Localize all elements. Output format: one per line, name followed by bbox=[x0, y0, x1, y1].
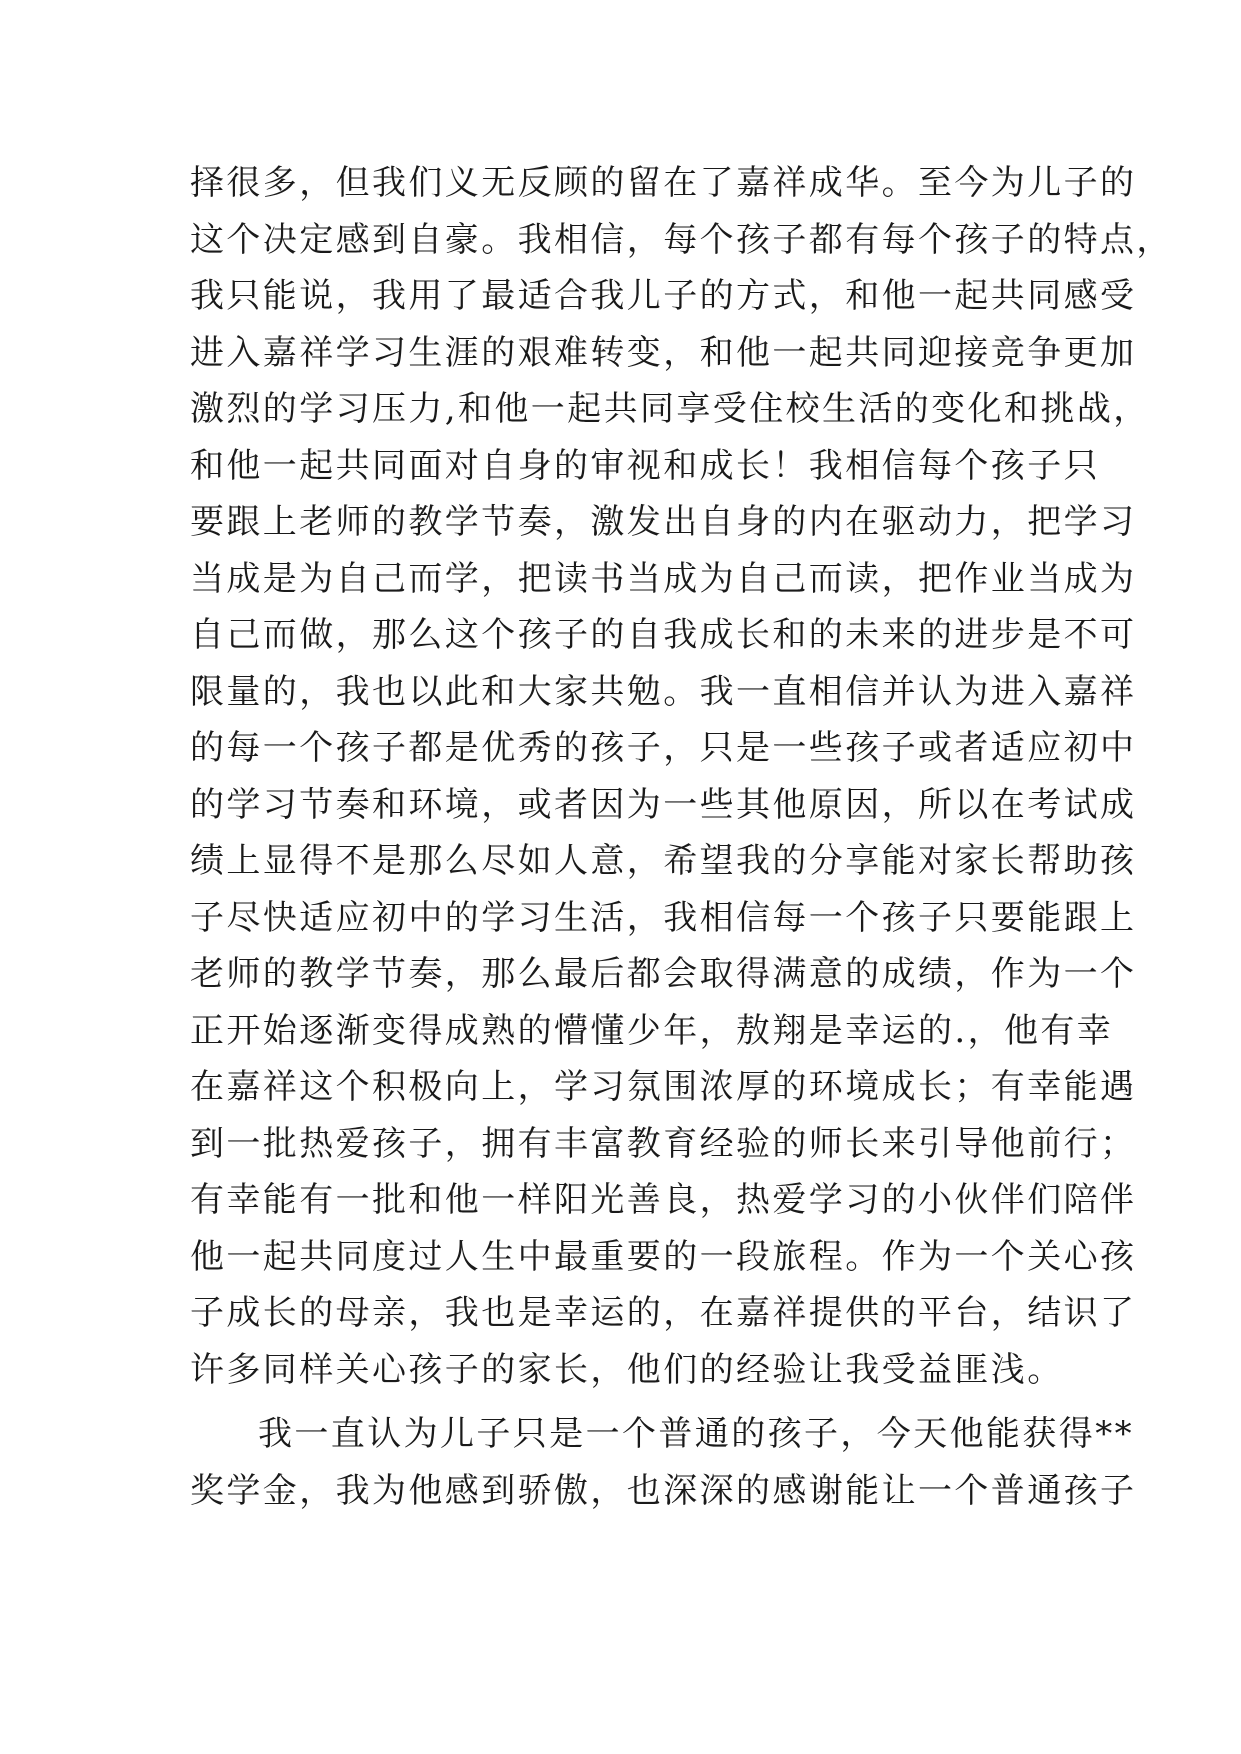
text-line: 的学习节奏和环境，或者因为一些其他原因，所以在考试成 bbox=[190, 784, 1137, 825]
text-line: 择很多，但我们义无反顾的留在了嘉祥成华。至今为儿子的 bbox=[190, 163, 1137, 203]
text-line: 的每一个孩子都是优秀的孩子，只是一些孩子或者适应初中 bbox=[190, 728, 1137, 768]
text-line: 激烈的学习压力,和他一起共同享受住校生活的变化和挑战， bbox=[190, 389, 1150, 429]
text-line: 当成是为自己而学，把读书当成为自己而读，把作业当成为 bbox=[190, 558, 1137, 599]
text-line: 老师的教学节奏，那么最后都会取得满意的成绩，作为一个 bbox=[190, 954, 1137, 994]
text-line: 自己而做，那么这个孩子的自我成长和的未来的进步是不可 bbox=[190, 615, 1137, 655]
text-line: 我一直认为儿子只是一个普通的孩子，今天他能获得** bbox=[258, 1414, 1134, 1454]
text-line: 在嘉祥这个积极向上，学习氛围浓厚的环境成长；有幸能遇 bbox=[190, 1067, 1137, 1107]
text-line: 要跟上老师的教学节奏，激发出自身的内在驱动力，把学习 bbox=[190, 502, 1137, 542]
text-line: 限量的，我也以此和大家共勉。我一直相信并认为进入嘉祥 bbox=[190, 671, 1137, 712]
paragraph-spacer bbox=[190, 1398, 1070, 1406]
text-line: 子成长的母亲，我也是幸运的，在嘉祥提供的平台，结识了 bbox=[190, 1293, 1137, 1333]
text-line: 进入嘉祥学习生涯的艰难转变，和他一起共同迎接竞争更加 bbox=[190, 332, 1137, 373]
text-line: 正开始逐渐变得成熟的懵懂少年，敖翔是幸运的.，他有幸 bbox=[190, 1010, 1114, 1051]
text-line: 有幸能有一批和他一样阳光善良，热爱学习的小伙伴们陪伴 bbox=[190, 1180, 1137, 1220]
body-text bbox=[190, 155, 1173, 1519]
paragraph-1 bbox=[190, 155, 1173, 1398]
text-line: 绩上显得不是那么尽如人意，希望我的分享能对家长帮助孩 bbox=[190, 841, 1137, 881]
text-line: 这个决定感到自豪。我相信，每个孩子都有每个孩子的特点， bbox=[190, 219, 1173, 260]
text-line: 子尽快适应初中的学习生活，我相信每一个孩子只要能跟上 bbox=[190, 897, 1137, 938]
text-line: 我只能说，我用了最适合我儿子的方式，和他一起共同感受 bbox=[190, 276, 1137, 316]
paragraph-2 bbox=[190, 1406, 1137, 1519]
text-line: 到一批热爱孩子，拥有丰富教育经验的师长来引导他前行； bbox=[190, 1123, 1137, 1164]
text-line: 和他一起共同面对自身的审视和成长！我相信每个孩子只 bbox=[190, 445, 1100, 486]
text-line: 许多同样关心孩子的家长，他们的经验让我受益匪浅。 bbox=[190, 1349, 1064, 1390]
text-line: 奖学金，我为他感到骄傲，也深深的感谢能让一个普通孩子 bbox=[190, 1470, 1137, 1511]
text-line: 他一起共同度过人生中最重要的一段旅程。作为一个关心孩 bbox=[190, 1236, 1137, 1277]
